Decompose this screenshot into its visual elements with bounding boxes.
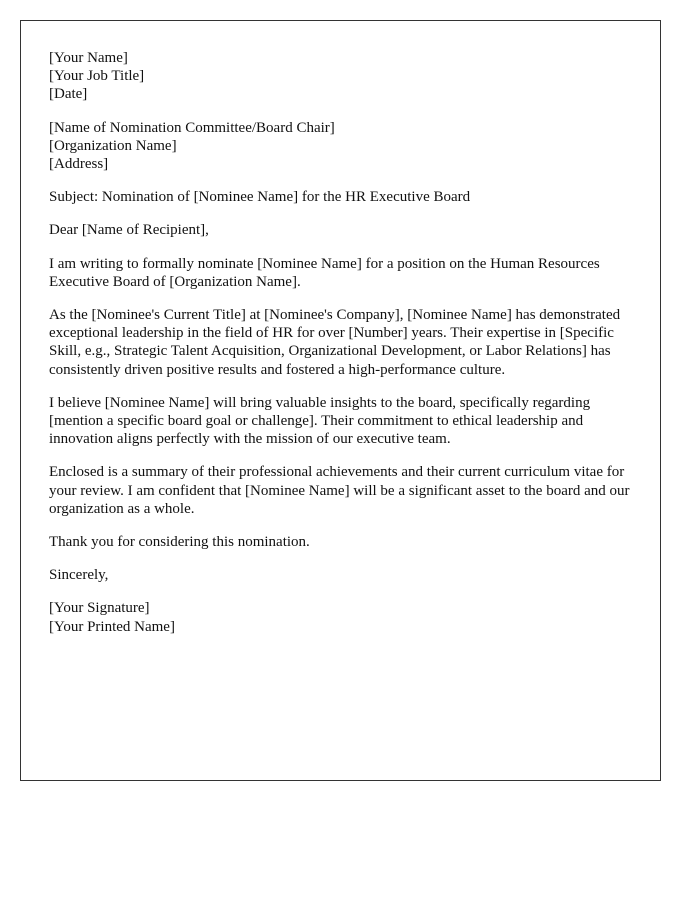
body-paragraph-enclosure: Enclosed is a summary of their professional achievements and their current curriculum vitae for your review. I am confident that [Nominee Name] will be a significant asset to the board and our organization as a whole.: [49, 464, 630, 517]
body-paragraph-thanks: Thank you for considering this nomination.: [49, 534, 310, 551]
sender-name: [Your Name]: [49, 50, 128, 66]
body-paragraph-contribution: I believe [Nominee Name] will bring valuable insights to the board, specifically regarding [mention a specific board goal or challenge]. Their commitment to ethical leadership and innovation aligns perfectly with the mission of our executive team.: [49, 394, 591, 448]
closing: Sincerely,: [49, 567, 109, 584]
sender-job-title: [Your Job Title]: [49, 68, 145, 85]
signature-block: [49, 599, 632, 635]
subject-line: Subject: Nomination of [Nominee Name] for the HR Executive Board: [49, 189, 471, 206]
recipient-organization: [Organization Name]: [49, 137, 177, 154]
recipient-block: [49, 119, 632, 174]
signature: [Your Signature]: [49, 600, 150, 617]
recipient-name: [Name of Nomination Committee/Board Chair]: [49, 119, 335, 136]
letter-page: [20, 20, 661, 781]
printed-name: [Your Printed Name]: [49, 618, 175, 635]
sender-block: [49, 49, 632, 104]
salutation: Dear [Name of Recipient],: [49, 222, 209, 239]
body-paragraph-background: As the [Nominee's Current Title] at [Nominee's Company], [Nominee Name] has demonstrated exceptional leadership in the field of HR for over [Number] years. Their expertise in [Specific Skill, e.g., Strategic Talent Acquisition, Organizational Development, or Labor Relations] has consistently driven positive results and fostered a high-performance culture.: [49, 307, 621, 378]
letter-date: [Date]: [49, 86, 88, 103]
body-paragraph-intro: I am writing to formally nominate [Nominee Name] for a position on the Human Resources Executive Board of [Organization Name].: [49, 255, 600, 290]
recipient-address: [Address]: [49, 156, 109, 173]
